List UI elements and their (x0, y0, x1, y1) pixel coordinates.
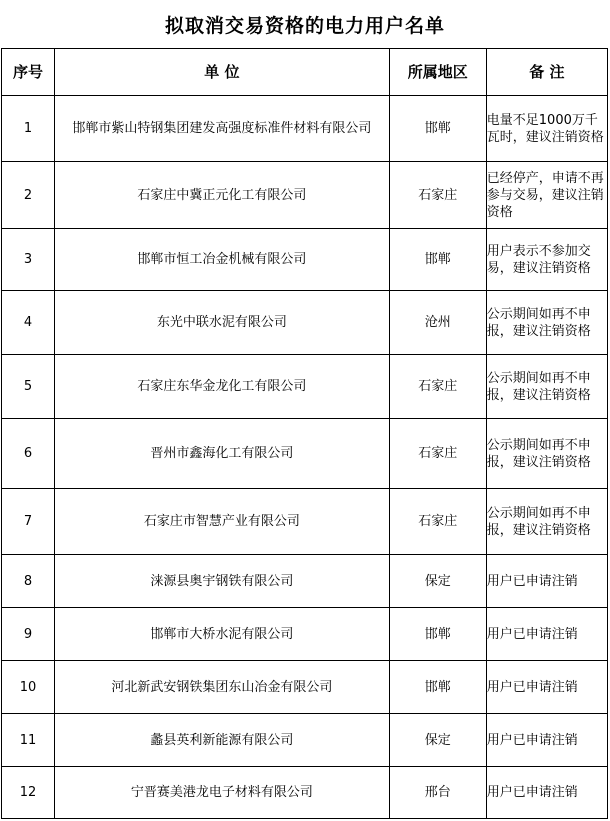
cell-name: 石家庄东华金龙化工有限公司 (55, 355, 390, 419)
cell-note: 公示期间如再不申报，建议注销资格 (486, 489, 607, 555)
cell-area: 保定 (389, 555, 486, 608)
table-row (2, 229, 608, 291)
cell-note: 用户已申请注销 (486, 555, 607, 608)
cell-area: 邯郸 (389, 661, 486, 714)
cell-area: 邯郸 (389, 96, 486, 162)
table-header-row (2, 49, 608, 96)
cell-seq: 12 (2, 767, 55, 819)
table-row (2, 714, 608, 767)
header-note: 备 注 (486, 49, 607, 96)
cell-note: 公示期间如再不申报，建议注销资格 (486, 419, 607, 489)
cell-area: 石家庄 (389, 355, 486, 419)
cell-seq: 9 (2, 608, 55, 661)
cell-area: 邯郸 (389, 608, 486, 661)
table-row (2, 489, 608, 555)
table-row (2, 661, 608, 714)
cell-area: 石家庄 (389, 162, 486, 229)
cell-note: 公示期间如再不申报，建议注销资格 (486, 291, 607, 355)
table-row (2, 608, 608, 661)
cell-area: 沧州 (389, 291, 486, 355)
cell-name: 河北新武安钢铁集团东山冶金有限公司 (55, 661, 390, 714)
cell-seq: 4 (2, 291, 55, 355)
cell-area: 石家庄 (389, 489, 486, 555)
cell-name: 邯郸市紫山特钢集团建发高强度标准件材料有限公司 (55, 96, 390, 162)
table-row (2, 555, 608, 608)
cell-note: 用户已申请注销 (486, 767, 607, 819)
table-row (2, 291, 608, 355)
cell-note: 用户已申请注销 (486, 608, 607, 661)
cell-note: 用户已申请注销 (486, 714, 607, 767)
cell-seq: 6 (2, 419, 55, 489)
cell-note: 用户表示不参加交易，建议注销资格 (486, 229, 607, 291)
cell-seq: 1 (2, 96, 55, 162)
cell-seq: 5 (2, 355, 55, 419)
cell-name: 宁晋赛美港龙电子材料有限公司 (55, 767, 390, 819)
cell-name: 东光中联水泥有限公司 (55, 291, 390, 355)
cell-name: 邯郸市大桥水泥有限公司 (55, 608, 390, 661)
cell-area: 保定 (389, 714, 486, 767)
cell-note: 用户已申请注销 (486, 661, 607, 714)
cell-area: 邯郸 (389, 229, 486, 291)
cell-seq: 8 (2, 555, 55, 608)
cell-seq: 2 (2, 162, 55, 229)
cell-seq: 11 (2, 714, 55, 767)
cell-note: 已经停产，申请不再参与交易，建议注销资格 (486, 162, 607, 229)
table-row (2, 162, 608, 229)
cell-seq: 10 (2, 661, 55, 714)
cell-name: 晋州市鑫海化工有限公司 (55, 419, 390, 489)
header-name: 单 位 (55, 49, 390, 96)
cell-name: 石家庄市智慧产业有限公司 (55, 489, 390, 555)
table-row (2, 96, 608, 162)
cell-area: 石家庄 (389, 419, 486, 489)
cell-seq: 3 (2, 229, 55, 291)
cell-name: 涞源县奥宇钢铁有限公司 (55, 555, 390, 608)
cell-note: 公示期间如再不申报，建议注销资格 (486, 355, 607, 419)
table-row (2, 419, 608, 489)
cell-note: 电量不足1000万千瓦时，建议注销资格 (486, 96, 607, 162)
cell-area: 邢台 (389, 767, 486, 819)
cell-name: 石家庄中冀正元化工有限公司 (55, 162, 390, 229)
header-area: 所属地区 (389, 49, 486, 96)
header-seq: 序号 (2, 49, 55, 96)
table-row (2, 767, 608, 819)
user-list-table (1, 48, 608, 819)
document-title: 拟取消交易资格的电力用户名单 (164, 14, 445, 37)
cell-name: 邯郸市恒工冶金机械有限公司 (55, 229, 390, 291)
cell-name: 蠡县英利新能源有限公司 (55, 714, 390, 767)
cell-seq: 7 (2, 489, 55, 555)
table-row (2, 355, 608, 419)
